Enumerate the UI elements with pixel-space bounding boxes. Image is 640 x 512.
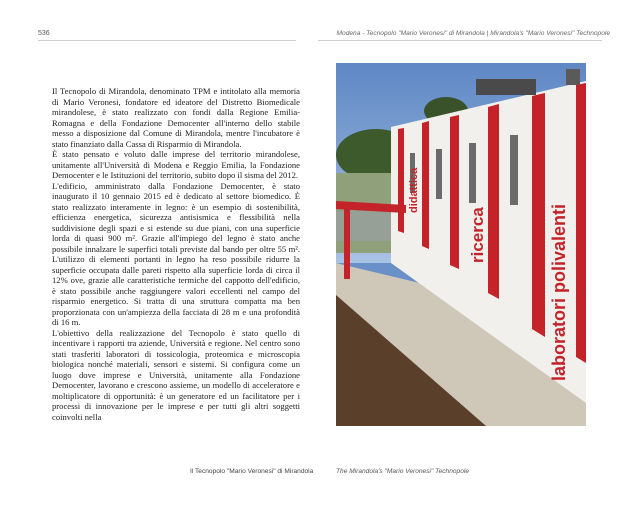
paragraph: È stato pensato e voluto dalle imprese del territorio mirandolese, unitamente all'Università di Modena e Reggio Emilia, la Fondazione Democenter e le Istituzioni del territorio, subito dopo il sisma del 2012. (52, 149, 300, 180)
paragraph: Il Tecnopolo di Mirandola, denominato TPM e intitolato alla memoria di Mario Veronesi, fondatore ed ideatore del Distretto Biomedicale mirandolese, è stato realizzato con fondi dalla Regione Emilia-Romagna e della Fondazione Democenter all'interno dello stabile messo a disposizione dal Comune di Mirandola, mentre l'incubatore è stato finanziato dalla Cassa di Risparmio di Mirandola. (52, 86, 300, 149)
window (436, 149, 442, 199)
paragraph: L'obiettivo della realizzazione del Tecnopolo è stato quello di incentivare i rapporti tra aziende, Università e regione. Nel centro sono stati trasferiti laboratori di tossicologia, proteomica e microscopia biologica nonché materiali, sensori e sistemi. Si configura come un luogo dove imprese e Università, unitamente alla Fondazione Democenter, lavorano e crescono assieme, un modello di acceleratore e moltiplicatore di opportunità: è un generatore ed un facilitatore per i processi di innovazione per le imprese e per tutti gli altri soggetti coinvolti nella (52, 327, 300, 422)
page-number: 536 (38, 30, 50, 37)
red-panel (398, 128, 404, 233)
wall-word-didattica: didattica (408, 167, 420, 213)
header-rule-left (38, 40, 296, 41)
red-panel (450, 115, 459, 269)
header-separator: | (484, 30, 491, 37)
wall-word-laboratori-polivalenti: laboratori polivalenti (549, 203, 569, 381)
roof-equipment (476, 79, 536, 95)
paragraph: L'edificio, amministrato dalla Fondazione Democenter, è stato inaugurato il 10 gennaio 2015 ed è dedicato al settore biomedico. È stato realizzato interamente in legno: è un esempio di sostenibilità, efficienza energetica, sicurezza antisismica e flessibilità nella suddivisione degli spazi e si estende su due piani, con una superficie lorda di quasi 900 m². Grazie all'impiego del legno è stato anche possibile innalzare le superfici totali previste dal bando per oltre 55 m². L'utilizzo di elementi portanti in legno ha reso possibile ridurre la superficie occupata dalle pareti rispetto alla superficie lorda di circa il 12% ove, grazie alle caratteristiche termiche del cappotto dell'edificio, è stato possibile anche raggiungere valori eccellenti nel campo del risparmio energetico. Si tratta di una struttura compatta ma ben proporzionata con un'ampiezza della facciata di 28 m e una profondità di 16 m. (52, 180, 300, 327)
building-photo-drawing (336, 63, 586, 426)
header-rule-right (318, 40, 602, 41)
header-italian: Modena - Tecnopolo "Mario Veronesi" di Mirandola (336, 30, 485, 37)
building-photo (336, 63, 586, 426)
red-panel (488, 104, 499, 299)
roof-equipment (566, 69, 580, 85)
header-english: Mirandola's "Mario Veronesi" Technopole (490, 30, 610, 37)
footer-left: Il Tecnopolo "Mario Veronesi" di Mirandola (190, 468, 314, 475)
body-text (52, 86, 300, 422)
window (510, 135, 518, 205)
footer-right: The Mirandola's "Mario Veronesi" Technopole (336, 468, 470, 475)
red-panel (532, 93, 545, 337)
canopy-pillar (344, 209, 350, 279)
red-panel (422, 121, 429, 249)
window (469, 143, 476, 203)
wall-word-ricerca: ricerca (468, 207, 487, 263)
running-header (337, 30, 610, 37)
red-panel (576, 83, 586, 363)
